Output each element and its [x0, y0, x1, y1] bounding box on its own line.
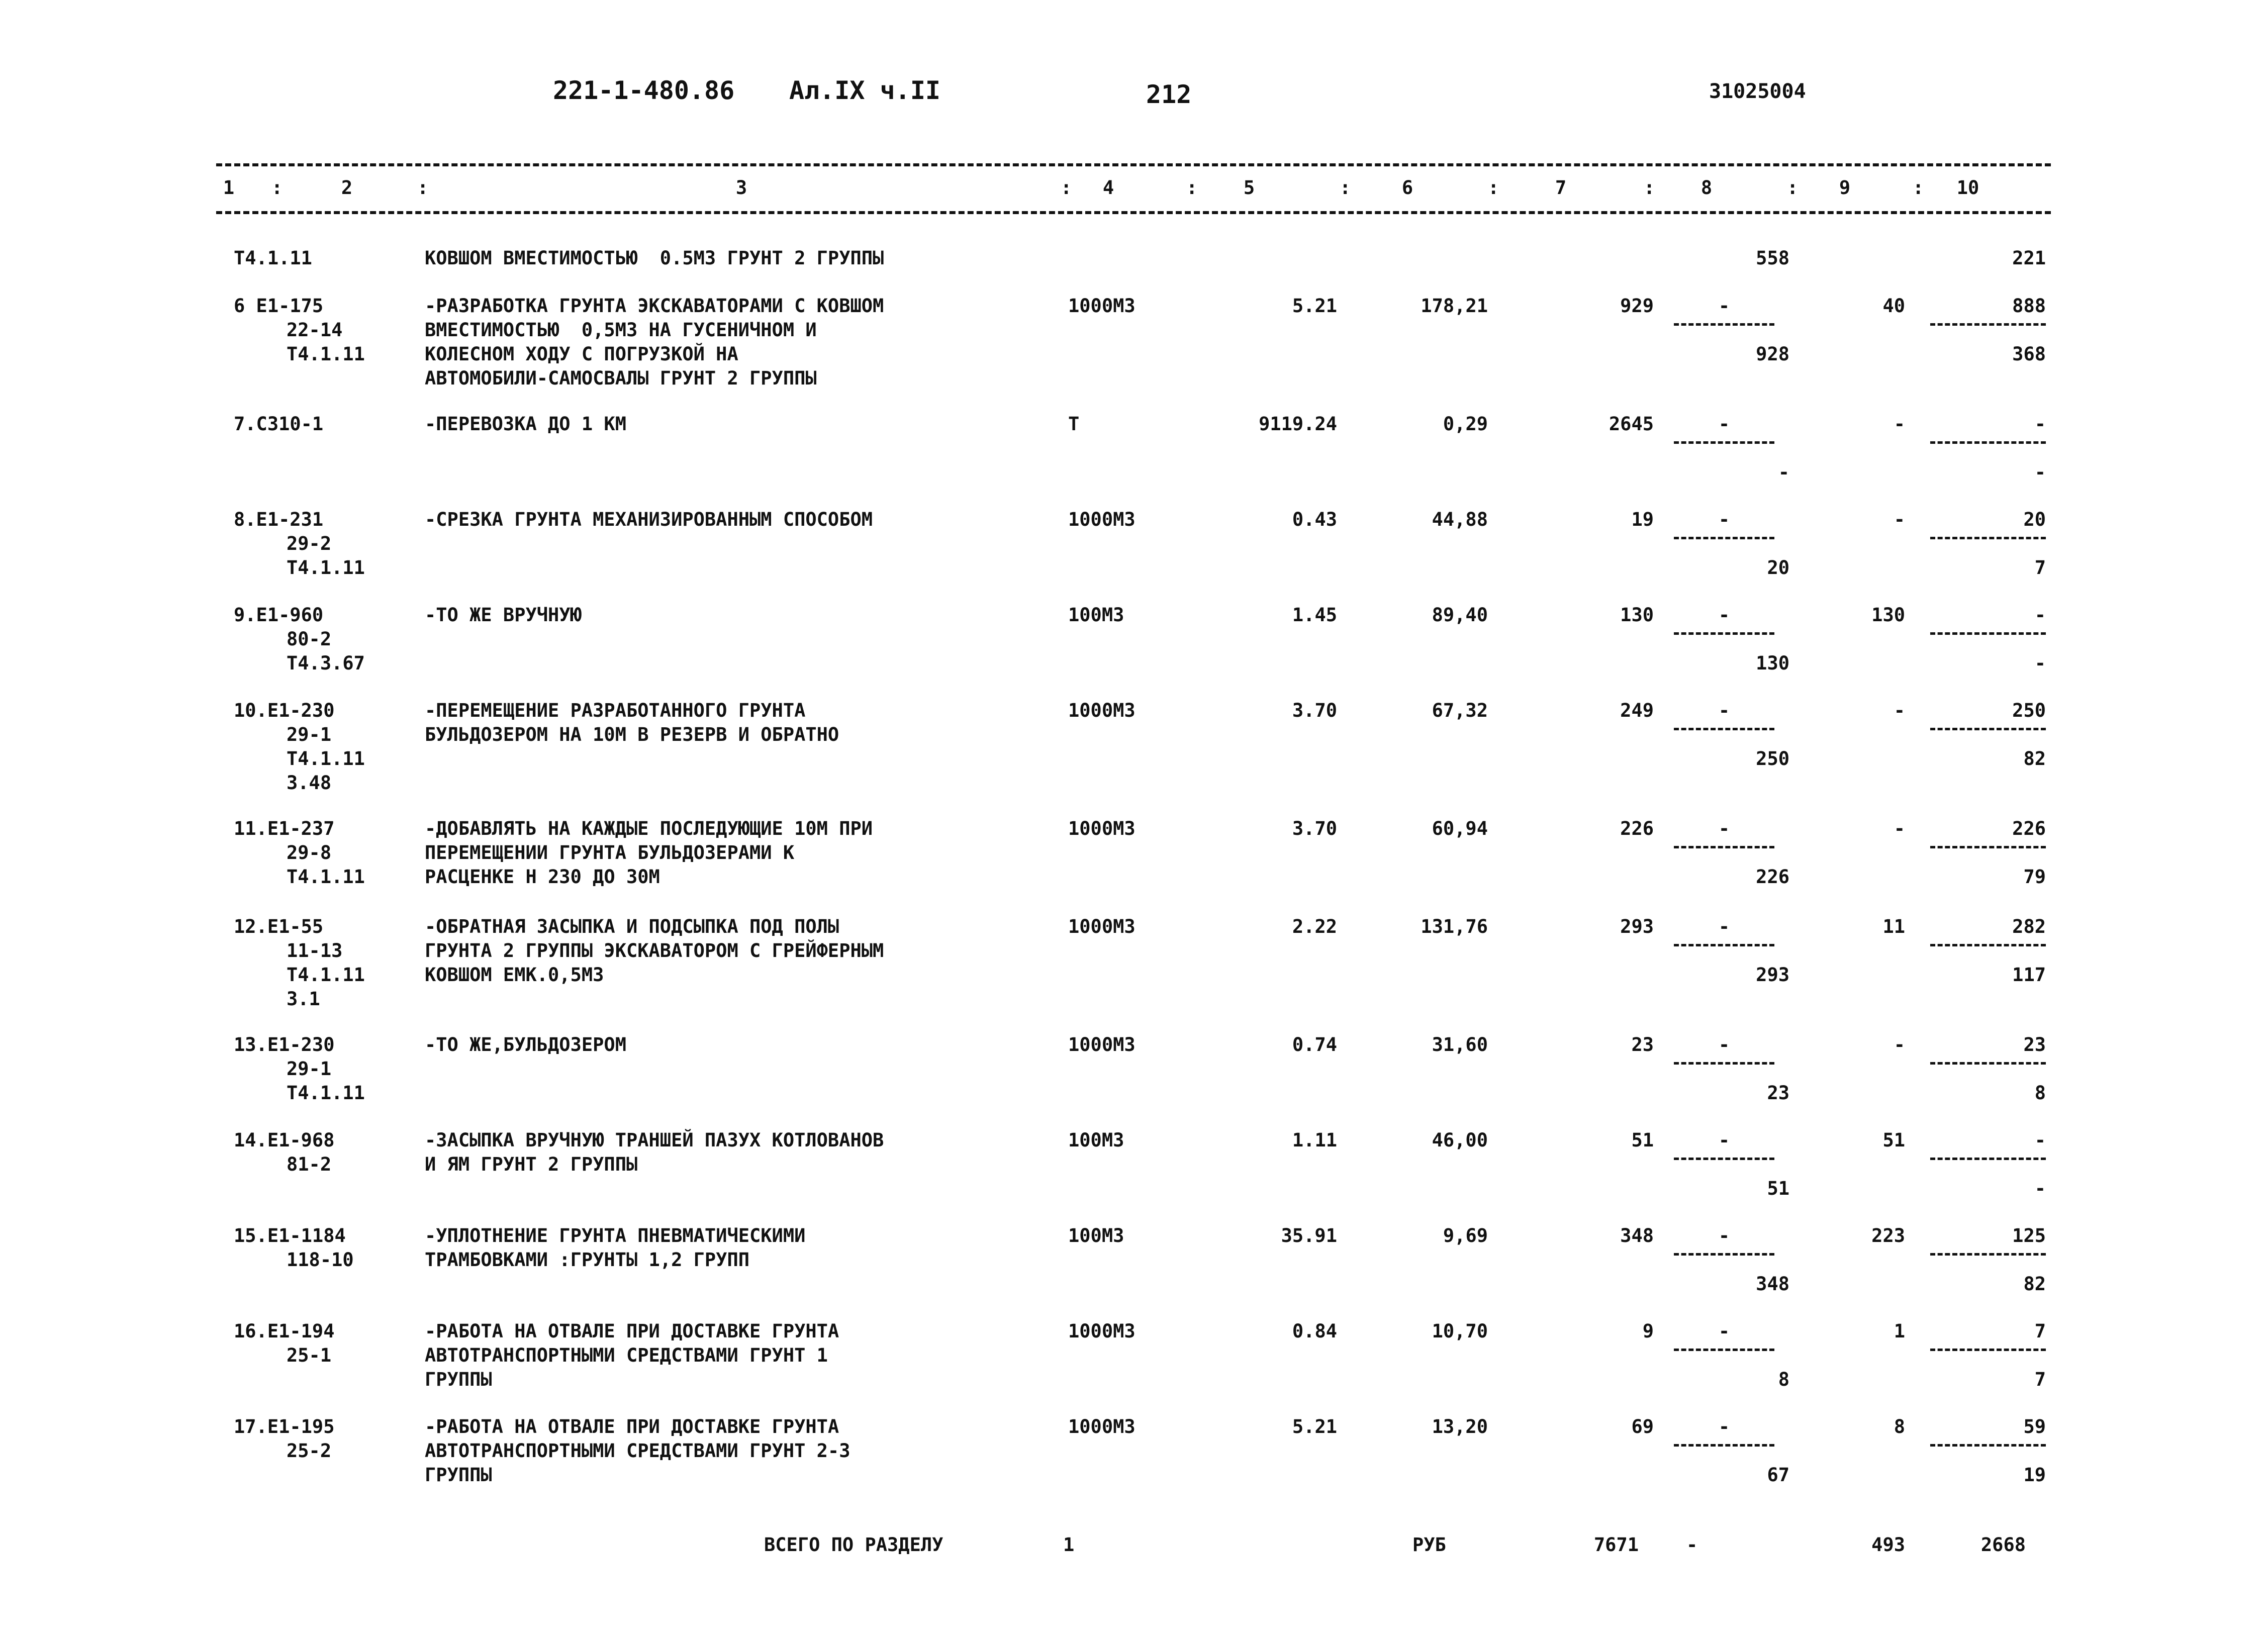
- row-quantity: 0.43: [1292, 509, 1337, 530]
- row-code: 81-2: [287, 1154, 332, 1175]
- row-code: Т4.1.11: [287, 343, 365, 365]
- row-col10-top: 23: [2023, 1034, 2046, 1055]
- row-description: -ОБРАТНАЯ ЗАСЫПКА И ПОДСЫПКА ПОД ПОЛЫ: [425, 916, 839, 937]
- row-col8-top: -: [1718, 295, 1730, 317]
- row-code: Т4.1.11: [234, 247, 312, 269]
- column-separator: :: [1061, 177, 1072, 199]
- row-description: АВТОМОБИЛИ-САМОСВАЛЫ ГРУНТ 2 ГРУППЫ: [425, 367, 817, 389]
- row-col8-bottom: 226: [1756, 866, 1789, 888]
- col8-fraction-line: [1674, 537, 1774, 539]
- row-col9: -: [1894, 1034, 1905, 1055]
- column-header-9: 9: [1839, 177, 1851, 199]
- column-separator: :: [1644, 177, 1655, 199]
- row-col8-bottom: 67: [1767, 1464, 1789, 1486]
- row-unit-price: 178,21: [1421, 295, 1488, 317]
- col8-fraction-line: [1674, 632, 1774, 635]
- row-code: 7.С310-1: [234, 413, 324, 435]
- column-separator: :: [1488, 177, 1499, 199]
- row-col9: -: [1894, 413, 1905, 435]
- row-quantity: 35.91: [1281, 1225, 1337, 1246]
- row-quantity: 5.21: [1292, 295, 1337, 317]
- col8-fraction-line: [1674, 1062, 1774, 1065]
- row-col9: -: [1894, 818, 1905, 839]
- row-col9: 11: [1882, 916, 1905, 937]
- col10-fraction-line: [1930, 1349, 2046, 1351]
- row-code: Т4.3.67: [287, 652, 365, 674]
- page-number: 212: [1146, 80, 1192, 109]
- col10-fraction-line: [1930, 323, 2046, 326]
- row-col8-top: -: [1718, 1129, 1730, 1151]
- row-col8-bottom: -: [1778, 461, 1789, 483]
- row-description: -СРЕЗКА ГРУНТА МЕХАНИЗИРОВАННЫМ СПОСОБОМ: [425, 509, 873, 530]
- row-description: БУЛЬДОЗЕРОМ НА 10М В РЕЗЕРВ И ОБРАТНО: [425, 724, 839, 745]
- row-unit: 100М3: [1068, 1225, 1124, 1246]
- row-col9: 223: [1871, 1225, 1905, 1246]
- column-header-4: 4: [1102, 177, 1114, 199]
- row-col9: 51: [1882, 1129, 1905, 1151]
- row-code: 29-1: [287, 724, 332, 745]
- row-quantity: 5.21: [1292, 1416, 1337, 1437]
- row-col9: -: [1894, 700, 1905, 721]
- column-separator: :: [271, 177, 283, 199]
- row-code: 8.Е1-231: [234, 509, 324, 530]
- row-col8-bottom: 348: [1756, 1273, 1789, 1295]
- row-description: -РАБОТА НА ОТВАЛЕ ПРИ ДОСТАВКЕ ГРУНТА: [425, 1416, 839, 1437]
- row-col8-top: -: [1718, 1225, 1730, 1246]
- row-unit: 1000М3: [1068, 700, 1136, 721]
- row-col10-bottom: 19: [2023, 1464, 2046, 1486]
- row-unit-price: 10,70: [1432, 1320, 1488, 1342]
- row-col10-bottom: -: [2034, 652, 2046, 674]
- row-description: ГРУППЫ: [425, 1369, 492, 1390]
- row-col10-bottom: 82: [2023, 748, 2046, 770]
- row-col8-bottom: 130: [1756, 652, 1789, 674]
- row-code: Т4.1.11: [287, 866, 365, 888]
- row-col8-bottom: 51: [1767, 1178, 1789, 1199]
- row-quantity: 3.70: [1292, 818, 1337, 839]
- row-col9: 130: [1871, 604, 1905, 626]
- row-description: КОВШОМ ЕМК.0,5М3: [425, 964, 604, 986]
- row-col8-top: -: [1718, 509, 1730, 530]
- col8-fraction-line: [1674, 441, 1774, 444]
- row-description: -ПЕРЕВОЗКА ДО 1 КМ: [425, 413, 626, 435]
- col10-fraction-line: [1930, 846, 2046, 848]
- row-quantity: 3.70: [1292, 700, 1337, 721]
- row-col8-bottom: 928: [1756, 343, 1789, 365]
- row-quantity: 1.45: [1292, 604, 1337, 626]
- row-code: 16.Е1-194: [234, 1320, 335, 1342]
- column-separator: :: [1340, 177, 1351, 199]
- row-code: Т4.1.11: [287, 557, 365, 579]
- row-code: 29-1: [287, 1058, 332, 1080]
- row-unit-price: 131,76: [1421, 916, 1488, 937]
- row-col8-top: -: [1718, 1416, 1730, 1437]
- totals-col8: -: [1686, 1534, 1698, 1556]
- row-unit-price: 9,69: [1443, 1225, 1488, 1246]
- col8-fraction-line: [1674, 323, 1774, 326]
- row-col10-bottom: -: [2034, 461, 2046, 483]
- row-code: 29-2: [287, 533, 332, 554]
- col10-fraction-line: [1930, 632, 2046, 635]
- column-header-7: 7: [1555, 177, 1567, 199]
- row-code: 22-14: [287, 319, 343, 341]
- table-top-rule: [216, 163, 2051, 166]
- row-quantity: 1.11: [1292, 1129, 1337, 1151]
- row-description: -ПЕРЕМЕЩЕНИЕ РАЗРАБОТАННОГО ГРУНТА: [425, 700, 806, 721]
- row-description: ПЕРЕМЕЩЕНИИ ГРУНТА БУЛЬДОЗЕРАМИ К: [425, 842, 795, 863]
- row-code: Т4.1.11: [287, 748, 365, 770]
- row-description: -УПЛОТНЕНИЕ ГРУНТА ПНЕВМАТИЧЕСКИМИ: [425, 1225, 806, 1246]
- col10-fraction-line: [1930, 1444, 2046, 1447]
- row-col9: -: [1894, 509, 1905, 530]
- row-col10-top: 226: [2012, 818, 2046, 839]
- row-unit: 1000М3: [1068, 1320, 1136, 1342]
- row-col8-bottom: 558: [1756, 247, 1789, 269]
- row-unit: 1000М3: [1068, 818, 1136, 839]
- column-header-10: 10: [1956, 177, 1979, 199]
- col8-fraction-line: [1674, 1349, 1774, 1351]
- row-total: 130: [1620, 604, 1654, 626]
- column-separator: :: [1787, 177, 1799, 199]
- row-code: 17.Е1-195: [234, 1416, 335, 1437]
- row-code: Т4.1.11: [287, 1082, 365, 1104]
- row-description: АВТОТРАНСПОРТНЫМИ СРЕДСТВАМИ ГРУНТ 1: [425, 1344, 828, 1366]
- row-total: 2645: [1609, 413, 1654, 435]
- row-col10-top: 250: [2012, 700, 2046, 721]
- col8-fraction-line: [1674, 944, 1774, 946]
- totals-unit: РУБ: [1412, 1534, 1446, 1556]
- row-unit: 100М3: [1068, 1129, 1124, 1151]
- document-number: 31025004: [1709, 80, 1806, 103]
- row-code: 3.1: [287, 988, 320, 1010]
- row-description: -РАЗРАБОТКА ГРУНТА ЭКСКАВАТОРАМИ С КОВШОМ: [425, 295, 884, 317]
- row-col8-top: -: [1718, 916, 1730, 937]
- row-quantity: 0.74: [1292, 1034, 1337, 1055]
- row-col8-top: -: [1718, 604, 1730, 626]
- row-col10-top: 125: [2012, 1225, 2046, 1246]
- row-total: 226: [1620, 818, 1654, 839]
- row-col9: 40: [1882, 295, 1905, 317]
- row-col9: 8: [1894, 1416, 1905, 1437]
- row-total: 51: [1631, 1129, 1654, 1151]
- totals-label: ВСЕГО ПО РАЗДЕЛУ: [764, 1534, 943, 1556]
- row-col10-top: 888: [2012, 295, 2046, 317]
- col8-fraction-line: [1674, 1158, 1774, 1160]
- row-unit: 100М3: [1068, 604, 1124, 626]
- row-code: 6 Е1-175: [234, 295, 324, 317]
- row-code: 25-1: [287, 1344, 332, 1366]
- row-quantity: 2.22: [1292, 916, 1337, 937]
- row-unit: 1000М3: [1068, 295, 1136, 317]
- totals-col9: 493: [1871, 1534, 1905, 1556]
- row-col8-top: -: [1718, 818, 1730, 839]
- row-col10-top: 59: [2023, 1416, 2046, 1437]
- row-total: 249: [1620, 700, 1654, 721]
- row-unit: 1000М3: [1068, 1416, 1136, 1437]
- col8-fraction-line: [1674, 846, 1774, 848]
- row-code: Т4.1.11: [287, 964, 365, 986]
- row-unit-price: 60,94: [1432, 818, 1488, 839]
- column-header-3: 3: [735, 177, 747, 199]
- row-code: 25-2: [287, 1440, 332, 1462]
- row-total: 19: [1631, 509, 1654, 530]
- row-unit-price: 13,20: [1432, 1416, 1488, 1437]
- row-code: 12.Е1-55: [234, 916, 324, 937]
- column-separator: :: [1186, 177, 1198, 199]
- col8-fraction-line: [1674, 1444, 1774, 1447]
- row-col8-top: -: [1718, 1320, 1730, 1342]
- row-code: 29-8: [287, 842, 332, 863]
- row-description: РАСЦЕНКЕ Н 230 ДО 30М: [425, 866, 660, 888]
- row-description: ТРАМБОВКАМИ :ГРУНТЫ 1,2 ГРУПП: [425, 1249, 750, 1271]
- row-col8-top: -: [1718, 413, 1730, 435]
- row-col10-bottom: 117: [2012, 964, 2046, 986]
- row-col10-top: -: [2034, 604, 2046, 626]
- row-col10-bottom: 368: [2012, 343, 2046, 365]
- row-col8-bottom: 250: [1756, 748, 1789, 770]
- totals-col4: 1: [1063, 1534, 1075, 1556]
- column-header-2: 2: [341, 177, 353, 199]
- row-total: 348: [1620, 1225, 1654, 1246]
- row-description: КОВШОМ ВМЕСТИМОСТЬЮ 0.5М3 ГРУНТ 2 ГРУППЫ: [425, 247, 884, 269]
- row-col8-bottom: 20: [1767, 557, 1789, 579]
- column-separator: :: [417, 177, 429, 199]
- row-description: ГРУНТА 2 ГРУППЫ ЭКСКАВАТОРОМ С ГРЕЙФЕРНЫМ: [425, 940, 884, 962]
- row-col10-top: 282: [2012, 916, 2046, 937]
- row-total: 9: [1642, 1320, 1654, 1342]
- row-code: 11-13: [287, 940, 343, 962]
- col8-fraction-line: [1674, 1253, 1774, 1256]
- totals-sum: 7671: [1593, 1534, 1639, 1556]
- row-col10-bottom: 8: [2034, 1082, 2046, 1104]
- row-col9: 1: [1894, 1320, 1905, 1342]
- row-unit: Т: [1068, 413, 1080, 435]
- row-unit-price: 31,60: [1432, 1034, 1488, 1055]
- col10-fraction-line: [1930, 728, 2046, 730]
- row-description: -ДОБАВЛЯТЬ НА КАЖДЫЕ ПОСЛЕДУЮЩИЕ 10М ПРИ: [425, 818, 873, 839]
- column-header-5: 5: [1243, 177, 1255, 199]
- row-unit-price: 67,32: [1432, 700, 1488, 721]
- table-header-rule: [216, 211, 2051, 214]
- col10-fraction-line: [1930, 1158, 2046, 1160]
- row-quantity: 0.84: [1292, 1320, 1337, 1342]
- row-total: 69: [1631, 1416, 1654, 1437]
- row-col8-top: -: [1718, 700, 1730, 721]
- row-unit-price: 44,88: [1432, 509, 1488, 530]
- row-unit-price: 89,40: [1432, 604, 1488, 626]
- row-code: 3.48: [287, 772, 332, 794]
- row-code: 9.Е1-960: [234, 604, 324, 626]
- row-code: 14.Е1-968: [234, 1129, 335, 1151]
- col10-fraction-line: [1930, 944, 2046, 946]
- col10-fraction-line: [1930, 441, 2046, 444]
- album-ref: Ал.IX ч.II: [789, 76, 941, 105]
- row-col10-top: -: [2034, 1129, 2046, 1151]
- row-description: И ЯМ ГРУНТ 2 ГРУППЫ: [425, 1154, 638, 1175]
- row-description: ВМЕСТИМОСТЬЮ 0,5М3 НА ГУСЕНИЧНОМ И: [425, 319, 817, 341]
- row-col10-bottom: 7: [2034, 1369, 2046, 1390]
- row-col10-bottom: -: [2034, 1178, 2046, 1199]
- row-total: 293: [1620, 916, 1654, 937]
- col10-fraction-line: [1930, 1253, 2046, 1256]
- row-code: 11.Е1-237: [234, 818, 335, 839]
- row-col8-top: -: [1718, 1034, 1730, 1055]
- row-unit: 1000М3: [1068, 1034, 1136, 1055]
- row-unit: 1000М3: [1068, 509, 1136, 530]
- row-description: -РАБОТА НА ОТВАЛЕ ПРИ ДОСТАВКЕ ГРУНТА: [425, 1320, 839, 1342]
- row-quantity: 9119.24: [1259, 413, 1337, 435]
- row-unit: 1000М3: [1068, 916, 1136, 937]
- row-col10-bottom: 82: [2023, 1273, 2046, 1295]
- row-description: ГРУППЫ: [425, 1464, 492, 1486]
- column-separator: :: [1913, 177, 1924, 199]
- row-code: 15.Е1-1184: [234, 1225, 346, 1246]
- row-col10-top: 7: [2034, 1320, 2046, 1342]
- row-unit-price: 46,00: [1432, 1129, 1488, 1151]
- row-description: -ТО ЖЕ,БУЛЬДОЗЕРОМ: [425, 1034, 626, 1055]
- col10-fraction-line: [1930, 1062, 2046, 1065]
- row-total: 23: [1631, 1034, 1654, 1055]
- doc-code: 221-1-480.86: [553, 76, 735, 105]
- row-description: -ЗАСЫПКА ВРУЧНУЮ ТРАНШЕЙ ПАЗУХ КОТЛОВАНОВ: [425, 1129, 884, 1151]
- column-header-8: 8: [1700, 177, 1713, 199]
- row-col10-bottom: 7: [2034, 557, 2046, 579]
- column-header-6: 6: [1401, 177, 1413, 199]
- row-total: 929: [1620, 295, 1654, 317]
- row-col8-bottom: 8: [1778, 1369, 1789, 1390]
- row-unit-price: 0,29: [1443, 413, 1488, 435]
- row-code: 80-2: [287, 628, 332, 650]
- column-header-1: 1: [223, 177, 235, 199]
- row-col10-top: -: [2034, 413, 2046, 435]
- row-col10-bottom: 79: [2023, 866, 2046, 888]
- row-code: 13.Е1-230: [234, 1034, 335, 1055]
- row-col10-top: 20: [2023, 509, 2046, 530]
- row-description: -ТО ЖЕ ВРУЧНУЮ: [425, 604, 582, 626]
- row-col10-bottom: 221: [2012, 247, 2046, 269]
- row-code: 118-10: [287, 1249, 354, 1271]
- row-col8-bottom: 23: [1767, 1082, 1789, 1104]
- col8-fraction-line: [1674, 728, 1774, 730]
- row-description: АВТОТРАНСПОРТНЫМИ СРЕДСТВАМИ ГРУНТ 2-3: [425, 1440, 850, 1462]
- row-code: 10.Е1-230: [234, 700, 335, 721]
- col10-fraction-line: [1930, 537, 2046, 539]
- totals-col10: 2668: [1980, 1534, 2026, 1556]
- row-col8-bottom: 293: [1756, 964, 1789, 986]
- row-description: КОЛЕСНОМ ХОДУ С ПОГРУЗКОЙ НА: [425, 343, 738, 365]
